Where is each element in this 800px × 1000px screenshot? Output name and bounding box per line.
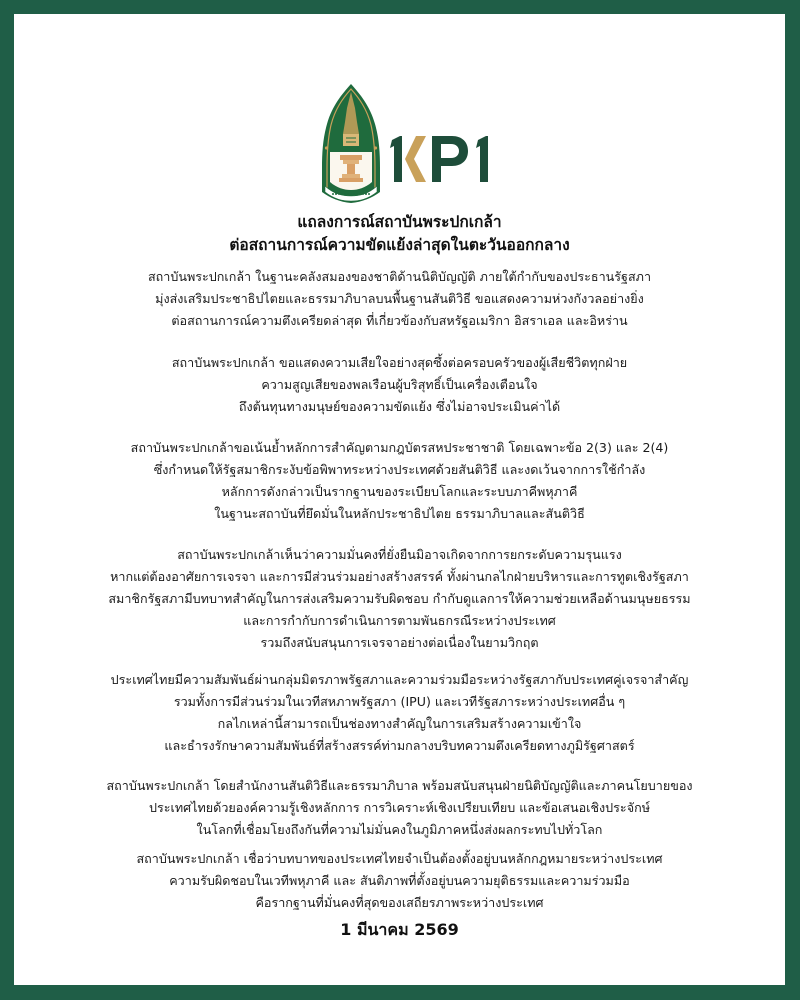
- kpi-logo: [322, 82, 522, 218]
- paragraph-line: ประเทศไทยด้วยองค์ความรู้เชิงหลักการ การวิเคราะห์เชิงเปรียบเทียบ และข้อเสนอเชิงประจักษ์: [149, 800, 650, 815]
- kpi-wordmark: [388, 134, 496, 184]
- paragraph-line: ความรับผิดชอบในเวทีพหุภาคี และ สันติภาพที่ตั้งอยู่บนความยุติธรรมและความร่วมมือ: [169, 873, 630, 888]
- paragraph-line: หากแต่ต้องอาศัยการเจรจา และการมีส่วนร่วมอย่างสร้างสรรค์ ทั้งผ่านกลไกฝ่ายบริหารและการทูตเชิงรัฐสภา: [110, 569, 689, 584]
- paragraph-line: สมาชิกรัฐสภามีบทบาทสำคัญในการส่งเสริมความรับผิดชอบ กำกับดูแลการให้ความช่วยเหลือด้านมนุษยธรรม: [108, 591, 691, 606]
- paragraph-line: รวมทั้งการมีส่วนร่วมในเวทีสหภาพรัฐสภา (IPU) และเวทีรัฐสภาระหว่างประเทศอื่น ๆ: [173, 694, 626, 709]
- paragraph-line: ในโลกที่เชื่อมโยงถึงกันที่ความไม่มั่นคงในภูมิภาคหนึ่งส่งผลกระทบไปทั่วโลก: [196, 822, 603, 837]
- statement-title: [14, 211, 785, 257]
- paragraph-line: ซึ่งกำหนดให้รัฐสมาชิกระงับข้อพิพาทระหว่างประเทศด้วยสันติวิธี และงดเว้นจากการใช้กำลัง: [153, 462, 646, 477]
- paragraph-2: [14, 352, 785, 418]
- statement-page: [14, 14, 785, 985]
- paragraph-1: [14, 266, 785, 332]
- paragraph-line: สถาบันพระปกเกล้าขอเน้นย้ำหลักการสำคัญตามกฎบัตรสหประชาชาติ โดยเฉพาะข้อ 2(3) และ 2(4): [130, 440, 669, 455]
- paragraph-line: มุ่งส่งเสริมประชาธิปไตยและธรรมาภิบาลบนพื้นฐานสันติวิธี ขอแสดงความห่วงกังวลอย่างยิ่ง: [155, 291, 644, 306]
- paragraph-line: และการกำกับการดำเนินการตามพันธกรณีระหว่างประเทศ: [243, 613, 556, 628]
- paragraph-6: [14, 775, 785, 841]
- paragraph-line: กลไกเหล่านี้สามารถเป็นช่องทางสำคัญในการเสริมสร้างความเข้าใจ: [217, 716, 582, 731]
- paragraph-line: หลักการดังกล่าวเป็นรากฐานของระเบียบโลกและระบบภาคีพหุภาคี: [221, 484, 578, 499]
- paragraph-line: สถาบันพระปกเกล้า เชื่อว่าบทบาทของประเทศไทยจำเป็นต้องตั้งอยู่บนหลักกฎหมายระหว่างประเทศ: [136, 851, 663, 866]
- kpi-emblem-icon: [322, 82, 380, 204]
- paragraph-line: ถึงต้นทุนทางมนุษย์ของความขัดแย้ง ซึ่งไม่อาจประเมินค่าได้: [238, 399, 561, 414]
- paragraph-3: [14, 437, 785, 525]
- title-line-2: ต่อสถานการณ์ความขัดแย้งล่าสุดในตะวันออกกลาง: [229, 236, 570, 254]
- paragraph-5: [14, 669, 785, 757]
- paragraph-line: ต่อสถานการณ์ความตึงเครียดล่าสุด ที่เกี่ยวข้องกับสหรัฐอเมริกา อิสราเอล และอิหร่าน: [171, 313, 628, 328]
- paragraph-line: และธำรงรักษาความสัมพันธ์ที่สร้างสรรค์ท่ามกลางบริบทความตึงเครียดทางภูมิรัฐศาสตร์: [164, 738, 635, 753]
- paragraph-line: ความสูญเสียของพลเรือนผู้บริสุทธิ์เป็นเครื่องเตือนใจ: [261, 377, 538, 392]
- paragraph-7: [14, 848, 785, 914]
- statement-date: 1 มีนาคม 2569: [340, 920, 459, 939]
- paragraph-line: สถาบันพระปกเกล้า ในฐานะคลังสมองของชาติด้านนิติบัญญัติ ภายใต้กำกับของประธานรัฐสภา: [147, 269, 652, 284]
- paragraph-line: ประเทศไทยมีความสัมพันธ์ผ่านกลุ่มมิตรภาพรัฐสภาและความร่วมมือระหว่างรัฐสภากับประเทศคู่เจรจาสำคัญ: [110, 672, 689, 687]
- paragraph-line: สถาบันพระปกเกล้า ขอแสดงความเสียใจอย่างสุดซึ้งต่อครอบครัวของผู้เสียชีวิตทุกฝ่าย: [171, 355, 628, 370]
- paragraph-4: [14, 544, 785, 654]
- paragraph-line: รวมถึงสนับสนุนการเจรจาอย่างต่อเนื่องในยามวิกฤต: [260, 635, 539, 650]
- paragraph-line: สถาบันพระปกเกล้า โดยสำนักงานสันติวิธีและธรรมาภิบาล พร้อมสนับสนุนฝ่ายนิติบัญญัติและภาคนโยบายของ: [106, 778, 693, 793]
- paragraph-line: สถาบันพระปกเกล้าเห็นว่าความมั่นคงที่ยั่งยืนมิอาจเกิดจากการยกระดับความรุนแรง: [177, 547, 622, 562]
- paragraph-line: คือรากฐานที่มั่นคงที่สุดของเสถียรภาพระหว่างประเทศ: [255, 895, 544, 910]
- title-line-1: แถลงการณ์สถาบันพระปกเกล้า: [297, 213, 502, 231]
- paragraph-line: ในฐานะสถาบันที่ยึดมั่นในหลักประชาธิปไตย ธรรมาภิบาลและสันติวิธี: [214, 506, 585, 521]
